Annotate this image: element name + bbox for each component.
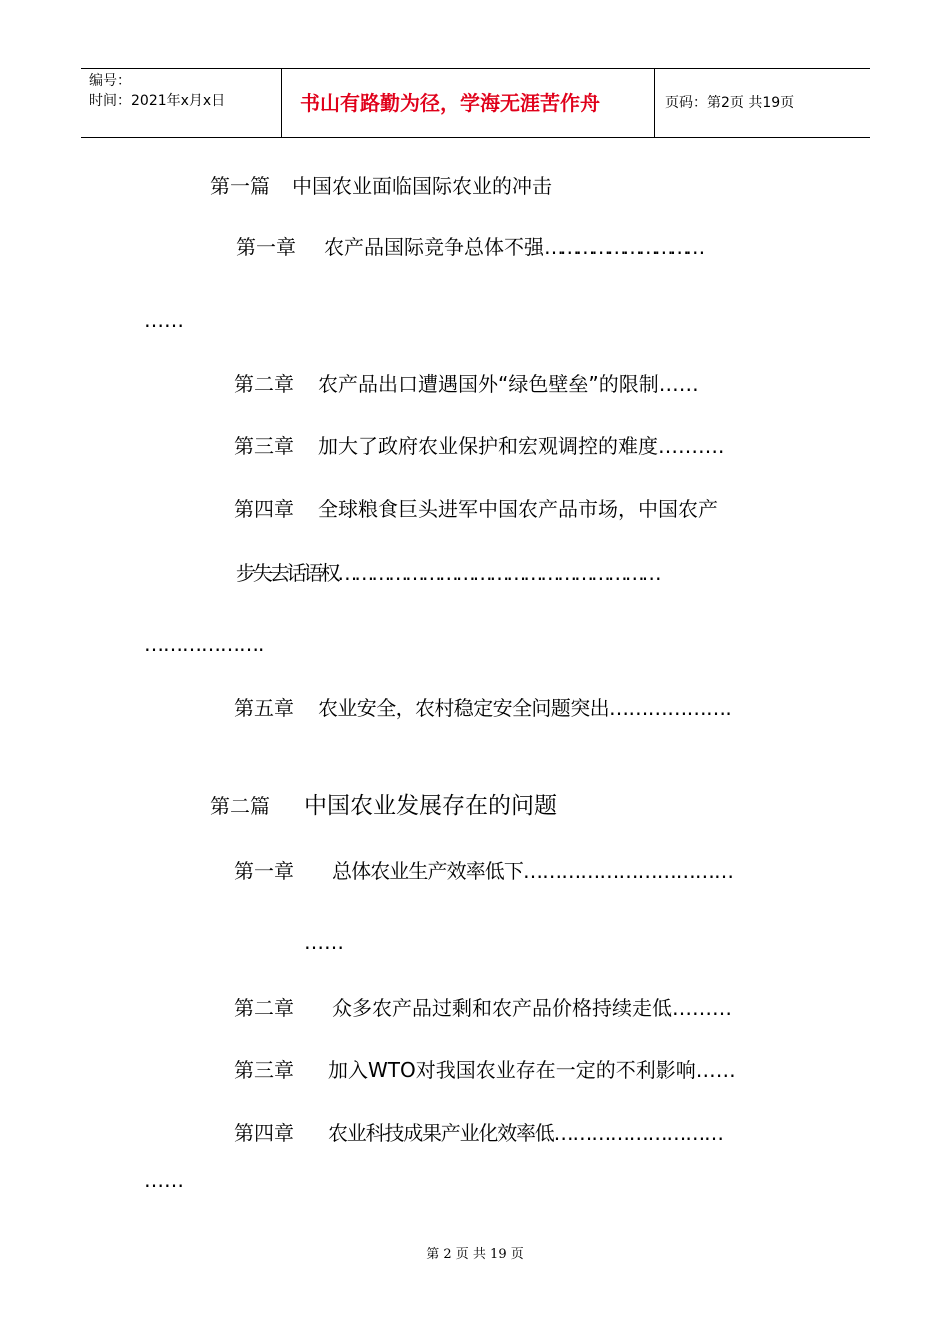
toc-chapter-number: 第四章	[234, 497, 294, 521]
document-number-label: 编号：	[89, 73, 131, 89]
page-footer: 第 2 页 共 19 页	[426, 1247, 524, 1262]
toc-part-number: 第二篇	[210, 794, 270, 818]
toc-entry-continuation	[236, 561, 659, 585]
toc-part-2	[210, 794, 557, 818]
toc-entry	[234, 696, 731, 720]
toc-part-1	[210, 174, 552, 198]
toc-chapter-number: 第三章	[234, 434, 294, 458]
toc-entry	[236, 235, 701, 259]
toc-chapter-number: 第四章	[234, 1121, 294, 1145]
page-header	[81, 68, 870, 138]
toc-chapter-title: 总体农业生产效率低下……………………………	[332, 859, 734, 883]
toc-leader-dots: ……………….	[144, 632, 264, 656]
toc-chapter-title: 全球粮食巨头进军中国农产品市场，中国农产	[318, 497, 718, 521]
toc-leader-dots: ……	[144, 308, 184, 332]
toc-chapter-title: 步失去话语权…………………………………………………	[236, 561, 659, 585]
header-page-cell	[655, 69, 870, 137]
toc-chapter-title: 农业安全，农村稳定安全问题突出……………….	[318, 696, 732, 720]
toc-chapter-number: 第二章	[234, 996, 294, 1020]
toc-part-number: 第一篇	[210, 174, 270, 198]
toc-chapter-title: 农产品出口遭遇国外“绿色壁垒”的限制……	[318, 372, 699, 396]
toc-entry	[234, 372, 699, 396]
toc-leader-dots: …………………………	[544, 235, 702, 259]
toc-chapter-number: 第二章	[234, 372, 294, 396]
toc-chapter-title: 加入WTO对我国农业存在一定的不利影响……	[328, 1058, 736, 1082]
header-motto: 书山有路勤为径，学海无涯苦作舟	[300, 91, 600, 115]
toc-leader-dots: ……	[304, 930, 344, 954]
toc-leader-dots: ……	[144, 1168, 184, 1192]
toc-chapter-title: 农业科技成果产业化效率低………………………	[328, 1121, 723, 1145]
toc-entry	[234, 1058, 736, 1082]
toc-part-title: 中国农业发展存在的问题	[304, 793, 557, 819]
toc-chapter-title: 众多农产品过剩和农产品价格持续走低………	[332, 996, 732, 1020]
document-date: 时间：2021年x月x日	[89, 93, 226, 109]
toc-entry	[234, 497, 718, 521]
header-meta-cell	[81, 69, 282, 137]
toc-chapter-title: 加大了政府农业保护和宏观调控的难度……….	[318, 434, 725, 458]
toc-chapter-number: 第一章	[236, 235, 296, 259]
toc-chapter-number: 第一章	[234, 859, 294, 883]
toc-chapter-title: 农产品国际竞争总体不强	[324, 235, 544, 259]
toc-entry	[234, 859, 733, 883]
header-motto-cell	[282, 69, 655, 137]
toc-chapter-number: 第五章	[234, 696, 294, 720]
toc-entry	[234, 434, 724, 458]
toc-entry	[234, 996, 732, 1020]
toc-part-title: 中国农业面临国际农业的冲击	[292, 174, 552, 198]
toc-entry	[234, 1121, 723, 1145]
toc-chapter-number: 第三章	[234, 1058, 294, 1082]
header-page-info: 页码：第2页 共19页	[665, 95, 795, 111]
